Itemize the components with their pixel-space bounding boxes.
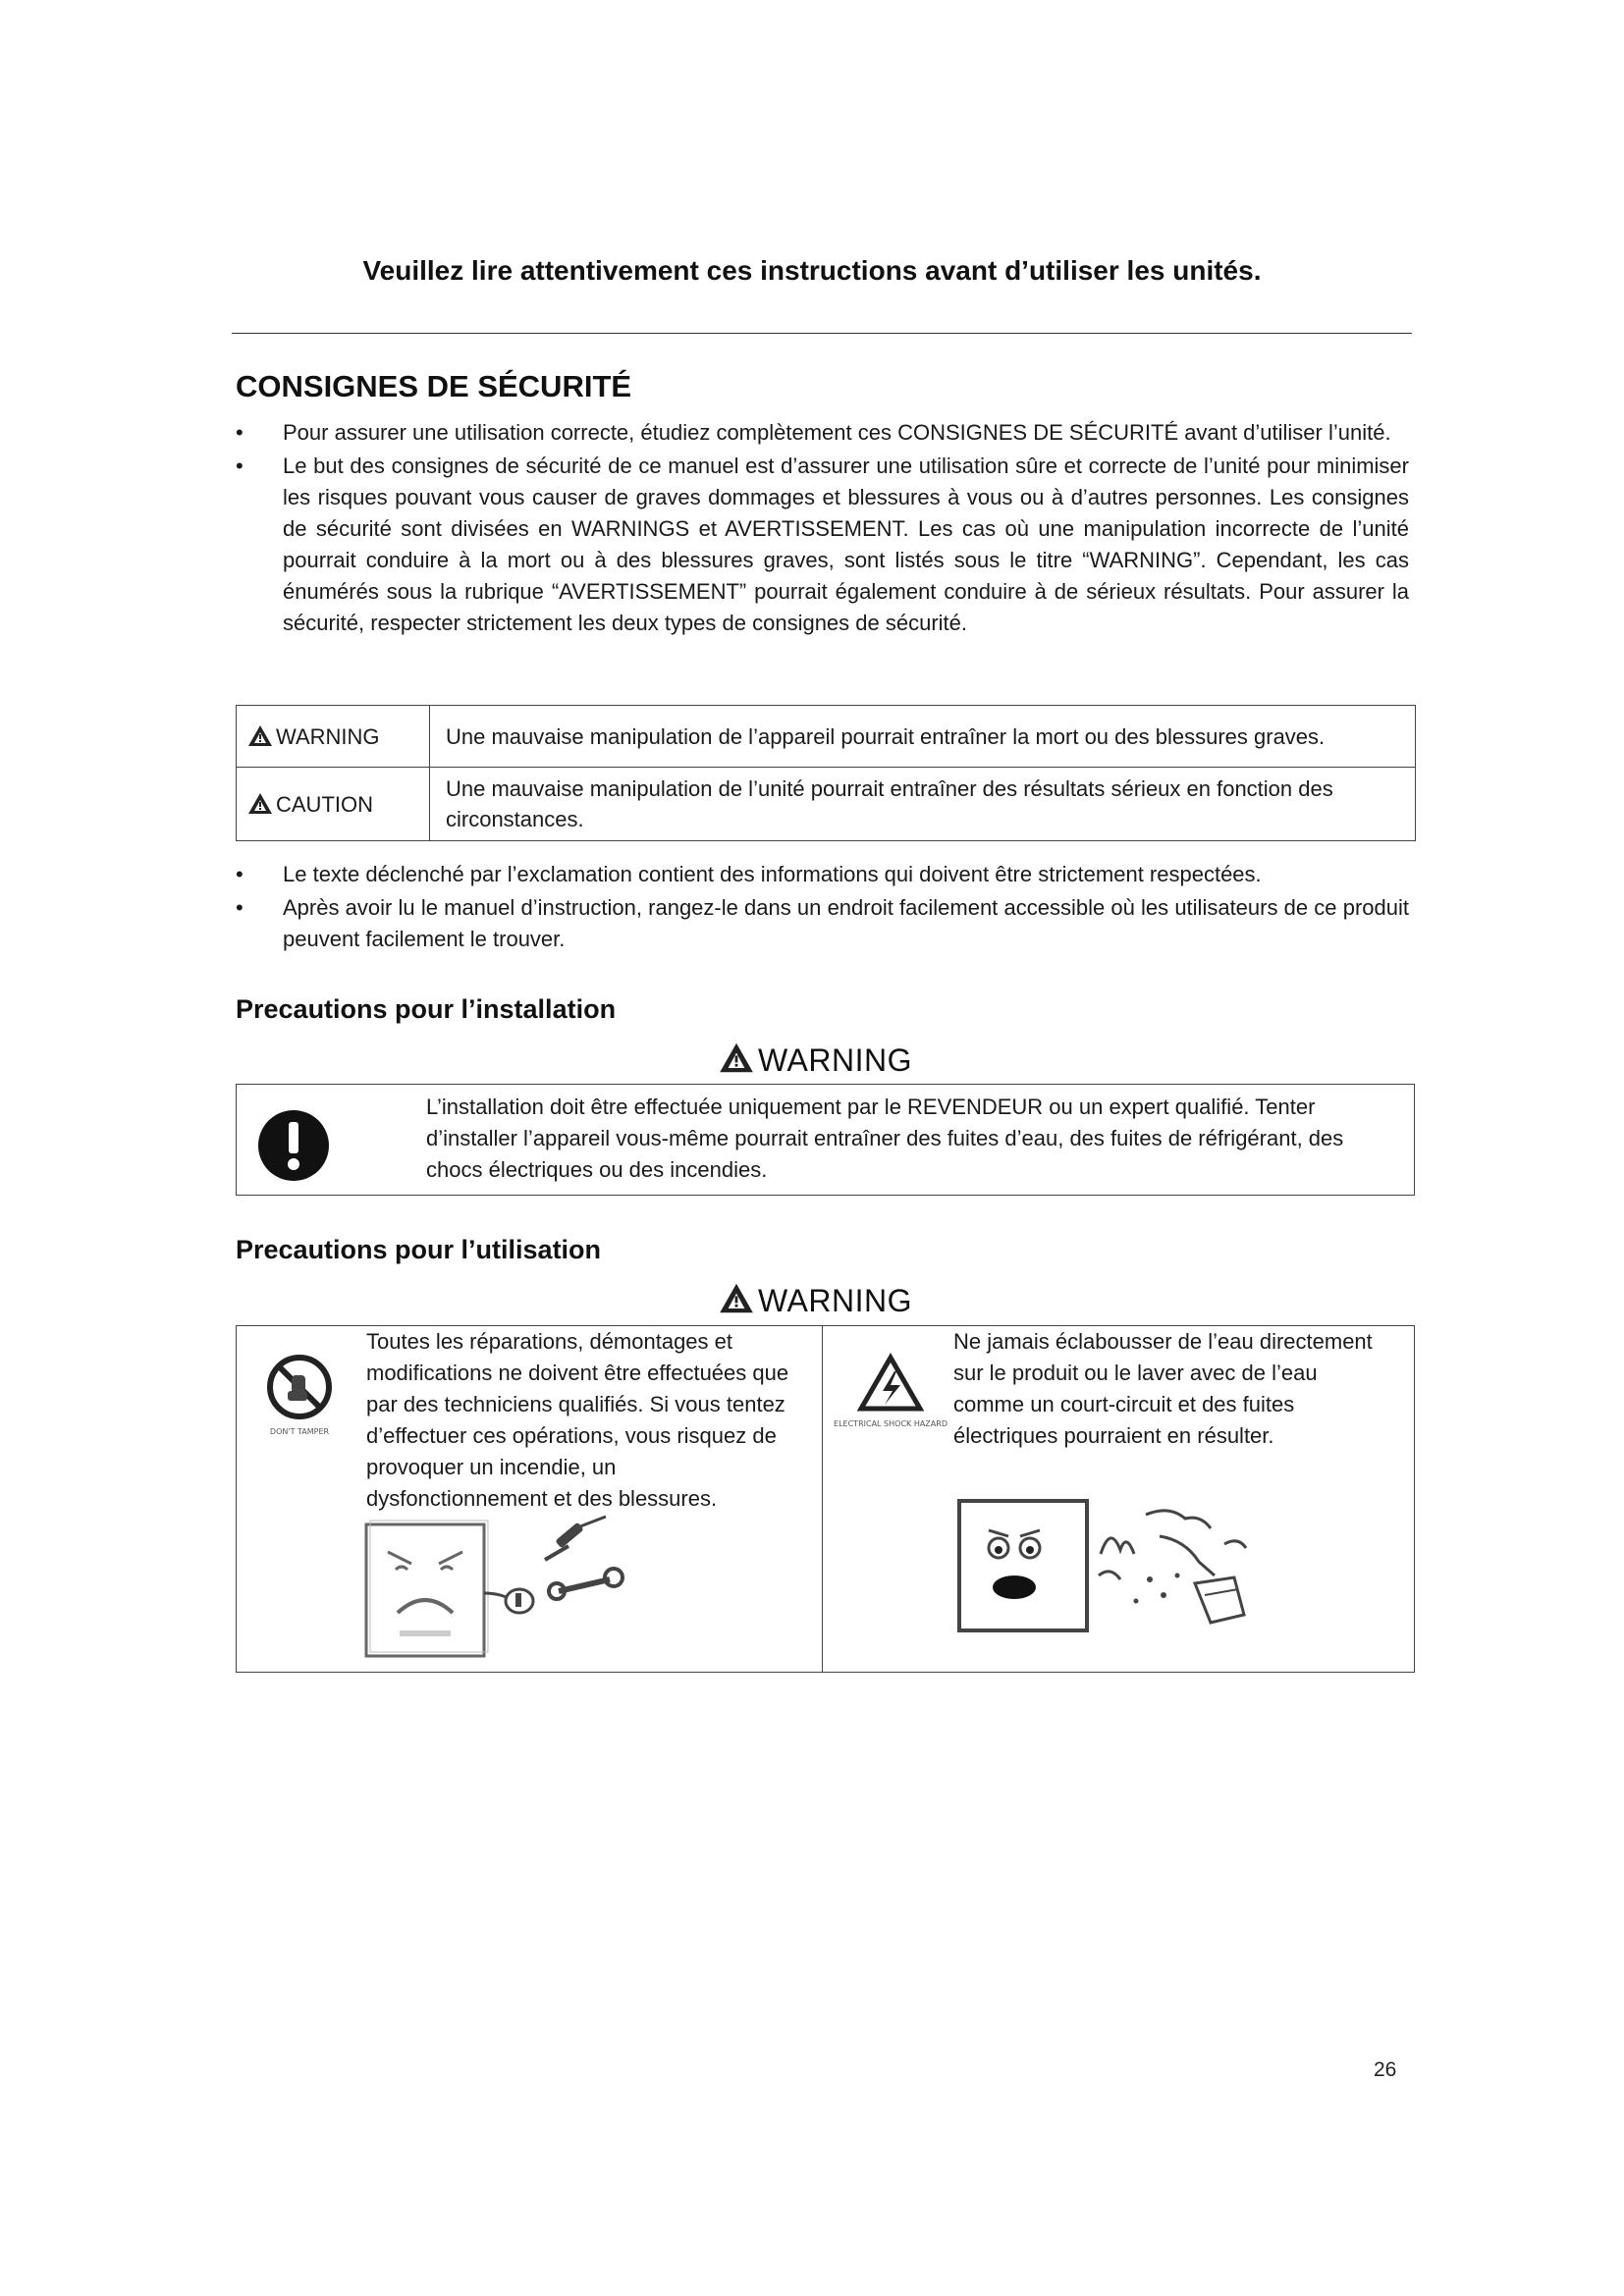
legend-row-caution xyxy=(237,768,1416,841)
page-heading: Veuillez lire attentivement ces instructions avant d’utiliser les unités. xyxy=(362,255,1262,286)
legend-label: CAUTION xyxy=(276,791,373,817)
warning-label: WARNING xyxy=(758,1042,912,1078)
safety-title: CONSIGNES DE SÉCURITÉ xyxy=(236,369,632,403)
page-number: 26 xyxy=(1374,2058,1397,2081)
bullet-item: • Le but des consignes de sécurité de ce manuel est d’assurer une utilisation sûre et correcte de l’unité pour minimiser les risques pouvant vous causer de graves dommages et blessures à vous ou à d’autres personnes. Les consignes de sécurité sont divisées en WARNINGS et AVERTISSEMENT. Les cas où une manipulation incorrecte de l’unité pourrait conduire à la mort ou à des blessures graves, sont listés sous le titre “WARNING”. Cependant, les cas énumérés sous la rubrique “AVERTISSEMENT” pourrait également conduire à de sérieux résultats. Pour assurer la sécurité, respecter strictement les deux types de consignes de sécurité. xyxy=(236,451,1409,639)
no-tamper-icon xyxy=(258,1354,341,1450)
no-tamper-caption: DON'T TAMPER xyxy=(269,1427,330,1436)
installation-warning-heading xyxy=(717,1041,912,1079)
repair-warning-text: Toutes les réparations, démontages et modifications ne doivent être effectuées que par des techniciens qualifiés. Si vous tentez d’effectuer ces opérations, vous risquez de provoquer un incendie, un dysfonctionnement et des blessures. xyxy=(366,1329,789,1511)
legend-label: WARNING xyxy=(276,723,380,749)
legend-row-warning xyxy=(237,706,1416,768)
legend-text: Une mauvaise manipulation de l’unité pourrait entraîner des résultats sérieux en fonction des circonstances. xyxy=(430,768,1416,841)
warning-triangle-icon xyxy=(717,1041,756,1075)
warning-triangle-icon xyxy=(717,1281,756,1315)
safety-bullets-top xyxy=(236,417,1409,639)
electrical-shock-icon xyxy=(834,1352,947,1450)
installation-text: L’installation doit être effectuée uniquement par le REVENDEUR ou un expert qualifié. Tenter d’installer l’appareil vous-même pourrait entraîner des fuites d’eau, des fuites de réfrigérant, des chocs électriques ou des incendies. xyxy=(426,1095,1344,1182)
usage-title: Precautions pour l’utilisation xyxy=(236,1235,602,1264)
bullet-item: • Pour assurer une utilisation correcte, étudiez complètement ces CONSIGNES DE SÉCURITÉ avant d’utiliser l’unité. xyxy=(236,417,1409,449)
bullet-item: • Le texte déclenché par l’exclamation contient des informations qui doivent être strictement respectées. xyxy=(236,859,1409,890)
warning-legend-table xyxy=(236,705,1416,841)
usage-warning-heading xyxy=(717,1281,912,1319)
installation-warning-box xyxy=(236,1084,1415,1196)
water-warning-text: Ne jamais éclabousser de l’eau directement sur le produit ou le laver avec de l’eau comme un court-circuit et des fuites électriques pourraient en résulter. xyxy=(953,1329,1373,1448)
exclamation-circle-icon xyxy=(256,1108,331,1183)
usage-warning-box xyxy=(236,1325,1415,1673)
legend-text: Une mauvaise manipulation de l’appareil pourrait entraîner la mort ou des blessures graves. xyxy=(430,706,1416,768)
water-splash-illustration xyxy=(953,1485,1268,1642)
heading-divider xyxy=(232,333,1412,334)
installation-title: Precautions pour l’installation xyxy=(236,994,617,1024)
cell-divider xyxy=(822,1326,823,1672)
tampering-illustration xyxy=(362,1515,647,1660)
safety-bullets-bottom xyxy=(236,859,1409,955)
warning-label: WARNING xyxy=(758,1283,912,1318)
warning-triangle-icon xyxy=(246,723,274,748)
caution-triangle-icon xyxy=(246,791,274,816)
electrical-caption: ELECTRICAL SHOCK HAZARD xyxy=(834,1419,947,1428)
bullet-item: • Après avoir lu le manuel d’instruction, rangez-le dans un endroit facilement accessible où les utilisateurs de ce produit peuvent facilement le trouver. xyxy=(236,892,1409,955)
